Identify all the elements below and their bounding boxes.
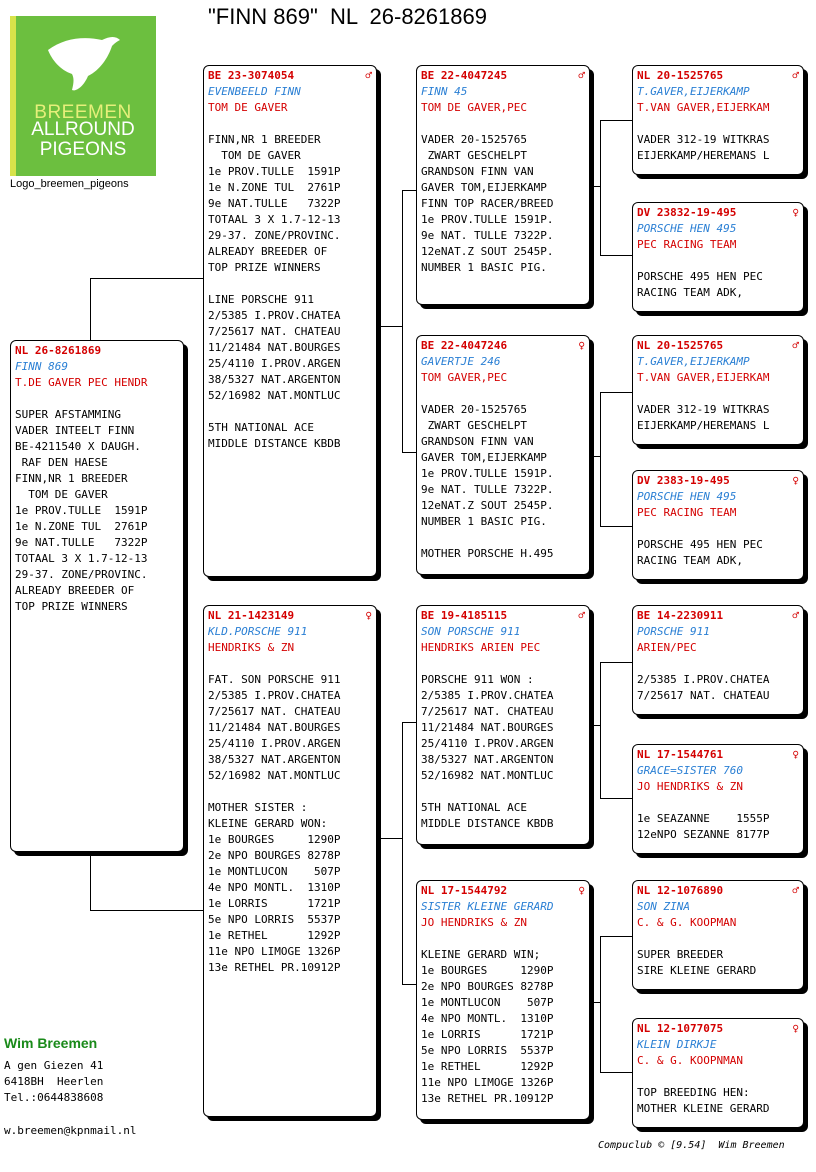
ring-number: NL 17-1544792 <box>421 884 508 897</box>
connector-line <box>402 452 416 453</box>
connector-line <box>600 120 632 121</box>
breeder-email[interactable]: w.breemen@kpnmail.nl <box>4 1124 137 1137</box>
pigeon-notes: SUPER BREEDER SIRE KLEINE GERARD <box>637 948 757 977</box>
dam-sire-card[interactable] <box>416 605 590 845</box>
card-header <box>421 338 585 354</box>
pedigree-title: "FINN 869" NL 26-8261869 <box>208 4 487 29</box>
connector-line <box>90 278 91 341</box>
pigeon-owner: TOM DE GAVER,PEC <box>421 101 527 114</box>
pigeon-notes: VADER 20-1525765 ZWART GESCHELPT GRANDSON FINN VAN GAVER TOM,EIJERKAMP FINN TOP RACER/BREED 1e PROV.TULLE 1591P. 9e NAT. TULLE 7322P. 12eNAT.Z SOUT 2545P. NUMBER 1 BASIC PIG. <box>421 133 554 274</box>
pigeon-owner: T.VAN GAVER,EIJERKAM <box>637 371 770 384</box>
sire-sire-card[interactable] <box>416 65 590 305</box>
card-header <box>208 68 372 84</box>
connector-line <box>376 326 402 327</box>
connector-line <box>90 910 203 911</box>
sex-icon: ♂ <box>792 609 799 622</box>
pigeon-owner: TOM DE GAVER <box>208 101 288 114</box>
pigeon-notes: VADER 312-19 WITKRAS EIJERKAMP/HEREMANS L <box>637 133 770 162</box>
pigeon-notes: VADER 20-1525765 ZWART GESCHELPT GRANDSON FINN VAN GAVER TOM,EIJERKAMP 1e PROV.TULLE 1591P. 9e NAT. TULLE 7322P. 12eNAT.Z SOUT 2545P. NUMBER 1 BASIC PIG. MOTHER PORSCHE H.495 <box>421 403 554 560</box>
dam-dam-dam-card[interactable] <box>632 1018 804 1128</box>
card-header <box>421 883 585 899</box>
ring-number: BE 19-4185115 <box>421 609 508 622</box>
connector-line <box>600 662 632 663</box>
pigeon-owner: TOM GAVER,PEC <box>421 371 508 384</box>
pigeon-owner: PEC RACING TEAM <box>637 238 737 251</box>
sex-icon: ♀ <box>792 1022 799 1035</box>
connector-line <box>90 278 203 279</box>
connector-line <box>600 1072 632 1073</box>
pigeon-name: PORSCHE HEN 495 <box>637 222 737 235</box>
ring-number: BE 22-4047245 <box>421 69 508 82</box>
card-header <box>208 608 372 624</box>
pigeon-notes: PORSCHE 911 WON : 2/5385 I.PROV.CHATEA 7/25617 NAT. CHATEAU 11/21484 NAT.BOURGES 25/4110 I.PROV.ARGEN 38/5327 NAT.ARGENTON 52/16982 NAT.MONTLUC 5TH NATIONAL ACE MIDDLE DISTANCE KBDB <box>421 673 554 830</box>
pigeon-owner: C. & G. KOOPMAN <box>637 916 737 929</box>
connector-line <box>590 186 600 187</box>
pigeon-notes: FAT. SON PORSCHE 911 2/5385 I.PROV.CHATEA 7/25617 NAT. CHATEAU 11/21484 NAT.BOURGES 25/4110 I.PROV.ARGEN 38/5327 NAT.ARGENTON 52/16982 NAT.MONTLUC MOTHER SISTER : KLEINE GERARD WON: 1e BOURGES 1290P 2e NPO BOURGES 8278P 1e MONTLUCON 507P 4e NPO MONTL. 1310P 1e LORRIS 1721P 5e NPO LORRIS 5537P 1e RETHEL 1292P 11e NPO LIMOGE 1326P 13e RETHEL PR.10912P <box>208 673 341 974</box>
connector-line <box>600 936 632 937</box>
dam-sire-dam-card[interactable] <box>632 744 804 854</box>
pigeon-name: KLEIN DIRKJE <box>637 1038 717 1051</box>
card-header <box>637 608 799 624</box>
dam-dam-sire-card[interactable] <box>632 880 804 990</box>
pigeon-name: GRACE=SISTER 760 <box>637 764 743 777</box>
connector-line <box>402 190 416 191</box>
ring-number: NL 20-1525765 <box>637 69 724 82</box>
pigeon-owner: C. & G. KOOPNMAN <box>637 1054 743 1067</box>
pigeon-notes: FINN,NR 1 BREEDER TOM DE GAVER 1e PROV.TULLE 1591P 1e N.ZONE TUL 2761P 9e NAT.TULLE 7322P TOTAAL 3 X 1.7-12-13 29-37. ZONE/PROVINC. ALREADY BREEDER OF TOP PRIZE WINNERS LINE PORSCHE 911 2/5385 I.PROV.CHATEA 7/25617 NAT. CHATEAU 11/21484 NAT.BOURGES 25/4110 I.PROV.ARGEN 38/5327 NAT.ARGENTON 52/16982 NAT.MONTLUC 5TH NATIONAL ACE MIDDLE DISTANCE KBDB <box>208 133 341 450</box>
ring-number: DV 2383-19-495 <box>637 474 730 487</box>
connector-line <box>590 1002 600 1003</box>
pigeon-notes: 2/5385 I.PROV.CHATEA 7/25617 NAT. CHATEAU <box>637 673 770 702</box>
sire-sire-sire-card[interactable] <box>632 65 804 175</box>
sex-icon: ♂ <box>365 69 372 82</box>
card-header <box>637 747 799 763</box>
connector-line <box>600 120 601 255</box>
ring-number: DV 23832-19-495 <box>637 206 737 219</box>
breeder-name: Wim Breemen <box>4 1035 98 1051</box>
subject-pigeon-card[interactable] <box>10 340 184 852</box>
pigeon-owner: T.VAN GAVER,EIJERKAM <box>637 101 770 114</box>
sire-dam-sire-card[interactable] <box>632 335 804 445</box>
ring-number: NL 12-1077075 <box>637 1022 724 1035</box>
logo-line1: BREEMEN <box>34 102 132 123</box>
connector-line <box>600 526 632 527</box>
connector-line <box>402 722 416 723</box>
pigeon-notes: VADER 312-19 WITKRAS EIJERKAMP/HEREMANS L <box>637 403 770 432</box>
ring-number: BE 23-3074054 <box>208 69 295 82</box>
logo-caption: Logo_breemen_pigeons <box>10 178 129 190</box>
pigeon-owner: JO HENDRIKS & ZN <box>421 916 527 929</box>
card-header <box>421 68 585 84</box>
connector-line <box>402 722 403 984</box>
connector-line <box>600 392 601 526</box>
pigeon-notes: KLEINE GERARD WIN; 1e BOURGES 1290P 2e NPO BOURGES 8278P 1e MONTLUCON 507P 4e NPO MONTL. 1310P 1e LORRIS 1721P 5e NPO LORRIS 5537P 1e RETHEL 1292P 11e NPO LIMOGE 1326P 13e RETHEL PR.10912P <box>421 948 554 1105</box>
connector-line <box>600 662 601 798</box>
sire-dam-card[interactable] <box>416 335 590 575</box>
connector-line <box>600 255 632 256</box>
pigeon-name: FINN 869 <box>15 360 68 373</box>
pigeon-name: PORSCHE HEN 495 <box>637 490 737 503</box>
ring-number: BE 22-4047246 <box>421 339 508 352</box>
breeder-address: A gen Giezen 41 6418BH Heerlen Tel.:0644838608 <box>4 1059 104 1104</box>
connector-line <box>600 936 601 1072</box>
connector-line <box>590 456 600 457</box>
pigeon-icon <box>44 30 124 94</box>
ring-number: NL 26-8261869 <box>15 344 102 357</box>
pigeon-name: T.GAVER,EIJERKAMP <box>637 355 750 368</box>
card-header <box>637 1021 799 1037</box>
logo-line2 <box>10 120 156 160</box>
sire-sire-dam-card[interactable] <box>632 202 804 312</box>
card-header <box>637 205 799 221</box>
pigeon-name: GAVERTJE 246 <box>421 355 501 368</box>
card-header <box>637 473 799 489</box>
sex-icon: ♀ <box>578 884 585 897</box>
pigeon-owner: HENDRIKS ARIEN PEC <box>421 641 541 654</box>
footer-credit: Compuclub © [9.54] Wim Breemen <box>598 1140 785 1151</box>
pigeon-name: SON PORSCHE 911 <box>421 625 521 638</box>
sex-icon: ♀ <box>792 748 799 761</box>
pigeon-name: T.GAVER,EIJERKAMP <box>637 85 750 98</box>
dam-card[interactable] <box>203 605 377 1117</box>
sex-icon: ♂ <box>578 609 585 622</box>
dam-sire-sire-card[interactable] <box>632 605 804 715</box>
ring-number: NL 20-1525765 <box>637 339 724 352</box>
card-header <box>421 608 585 624</box>
connector-line <box>376 838 402 839</box>
ring-number: NL 12-1076890 <box>637 884 724 897</box>
card-header <box>15 343 179 359</box>
pigeon-notes: PORSCHE 495 HEN PEC RACING TEAM ADK, <box>637 270 763 299</box>
dam-dam-card[interactable] <box>416 880 590 1120</box>
pigeon-notes: TOP BREEDING HEN: MOTHER KLEINE GERARD <box>637 1086 770 1115</box>
ring-number: BE 14-2230911 <box>637 609 724 622</box>
pigeon-name: KLD.PORSCHE 911 <box>208 625 308 638</box>
sire-card[interactable] <box>203 65 377 577</box>
logo-line2-text: ALLROUND <box>31 119 135 140</box>
pigeon-name: EVENBEELD FINN <box>208 85 301 98</box>
pigeon-owner: HENDRIKS & ZN <box>208 641 295 654</box>
connector-line <box>402 190 403 452</box>
sex-icon: ♂ <box>792 69 799 82</box>
ring-number: NL 17-1544761 <box>637 748 724 761</box>
pigeon-notes: PORSCHE 495 HEN PEC RACING TEAM ADK, <box>637 538 763 567</box>
pigeon-notes: 1e SEAZANNE 1555P 12eNPO SEZANNE 8177P <box>637 812 770 841</box>
connector-line <box>590 725 600 726</box>
connector-line <box>90 850 91 910</box>
pigeon-notes: SUPER AFSTAMMING VADER INTEELT FINN BE-4211540 X DAUGH. RAF DEN HAESE FINN,NR 1 BREEDER TOM DE GAVER 1e PROV.TULLE 1591P 1e N.ZONE TUL 2761P 9e NAT.TULLE 7322P TOTAAL 3 X 1.7-12-13 29-37. ZONE/PROVINC. ALREADY BREEDER OF TOP PRIZE WINNERS <box>15 408 148 613</box>
pigeon-name: SISTER KLEINE GERARD <box>421 900 554 913</box>
pigeon-owner: JO HENDRIKS & ZN <box>637 780 743 793</box>
pigeon-name: FINN 45 <box>421 85 468 98</box>
sex-icon: ♂ <box>792 884 799 897</box>
card-header <box>637 338 799 354</box>
pigeon-name: PORSCHE 911 <box>637 625 710 638</box>
connector-line <box>402 984 416 985</box>
sire-dam-dam-card[interactable] <box>632 470 804 580</box>
sex-icon: ♀ <box>792 474 799 487</box>
pigeon-owner: T.DE GAVER PEC HENDR <box>15 376 148 389</box>
sex-icon: ♂ <box>792 339 799 352</box>
card-header <box>637 883 799 899</box>
pigeon-owner: PEC RACING TEAM <box>637 506 737 519</box>
sex-icon: ♀ <box>365 609 372 622</box>
ring-number: NL 21-1423149 <box>208 609 295 622</box>
pigeon-owner: ARIEN/PEC <box>637 641 697 654</box>
breemen-logo <box>10 16 156 176</box>
logo-line3-text: PIGEONS <box>39 139 127 160</box>
sex-icon: ♀ <box>578 339 585 352</box>
pigeon-name: SON ZINA <box>637 900 690 913</box>
card-header <box>637 68 799 84</box>
sex-icon: ♂ <box>578 69 585 82</box>
connector-line <box>600 798 632 799</box>
sex-icon: ♀ <box>792 206 799 219</box>
connector-line <box>600 392 632 393</box>
